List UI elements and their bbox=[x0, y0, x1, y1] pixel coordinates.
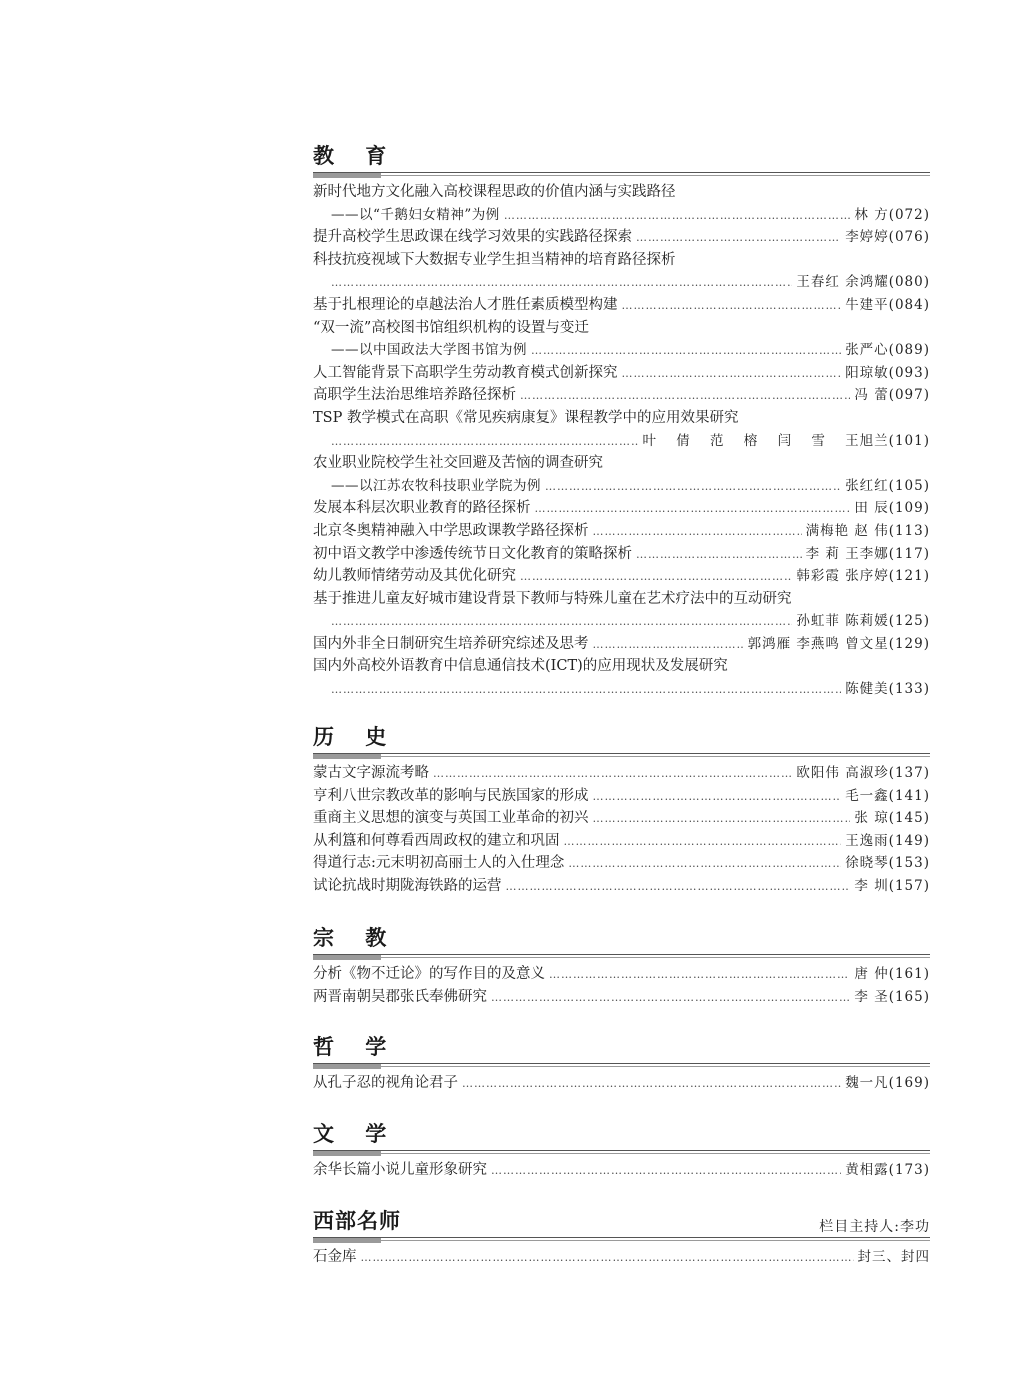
leader-dots bbox=[491, 1160, 841, 1183]
leader-dots bbox=[331, 679, 841, 702]
section-header bbox=[313, 1121, 930, 1153]
entry-title: 北京冬奥精神融入中学思政课教学路径探析 bbox=[313, 522, 589, 539]
leader-dots bbox=[331, 611, 792, 634]
leader-dots bbox=[593, 808, 851, 831]
toc-entry[interactable] bbox=[313, 430, 930, 453]
entry-title: 蒙古文字源流考略 bbox=[313, 765, 429, 781]
leader-dots bbox=[535, 498, 851, 521]
section-rule bbox=[313, 954, 930, 957]
leader-dots bbox=[491, 987, 850, 1010]
toc-entry[interactable] bbox=[313, 475, 930, 498]
entry-list bbox=[313, 963, 930, 1008]
leader-dots bbox=[622, 295, 842, 318]
entry-author-page: 李 圣(165) bbox=[854, 988, 930, 1005]
entry-author-page: 封三、封四 bbox=[857, 1249, 930, 1265]
entry-title: 从利簋和何尊看西周政权的建立和巩固 bbox=[313, 832, 560, 849]
section-religion bbox=[313, 925, 930, 1008]
leader-dots bbox=[622, 363, 842, 386]
leader-dots bbox=[504, 205, 851, 228]
entry-title: 发展本科层次职业教育的路径探析 bbox=[313, 500, 531, 517]
toc-entry[interactable]: 国内外高校外语教育中信息通信技术(ICT)的应用现状及发展研究 bbox=[313, 658, 728, 675]
toc-entry[interactable] bbox=[313, 610, 930, 633]
toc-entry[interactable] bbox=[313, 384, 930, 407]
entry-list bbox=[313, 762, 930, 898]
entry-title: 高职学生法治思维培养路径探析 bbox=[313, 387, 516, 404]
section-header bbox=[313, 1034, 930, 1066]
toc-entry[interactable] bbox=[313, 362, 930, 385]
leader-dots bbox=[520, 566, 792, 589]
section-rule bbox=[313, 1237, 930, 1240]
entry-title: 石金库 bbox=[313, 1249, 357, 1265]
leader-dots bbox=[564, 831, 842, 854]
leader-dots bbox=[506, 876, 851, 899]
section-title: 宗 教 bbox=[313, 925, 399, 950]
leader-dots bbox=[593, 634, 744, 657]
entry-author-page: 黄相露(173) bbox=[845, 1162, 930, 1178]
entry-list bbox=[313, 181, 930, 701]
toc-entry[interactable]: 科技抗疫视域下大数据专业学生担当精神的培育路径探析 bbox=[313, 251, 676, 268]
entry-author-page: 王春红 余鸿耀(080) bbox=[796, 274, 930, 291]
section-literature bbox=[313, 1121, 930, 1182]
entry-subtitle: ——以“千鹅妇女精神”为例 bbox=[331, 206, 500, 223]
toc-entry[interactable] bbox=[313, 633, 930, 656]
entry-title: 幼儿教师情绪劳动及其优化研究 bbox=[313, 568, 516, 585]
section-history bbox=[313, 724, 930, 898]
toc-entry[interactable] bbox=[313, 520, 930, 543]
toc-entry[interactable]: 新时代地方文化融入高校课程思政的价值内涵与实践路径 bbox=[313, 184, 676, 200]
toc-entry[interactable]: 农业职业院校学生社交回避及苦恼的调查研究 bbox=[313, 455, 603, 472]
section-rule bbox=[313, 753, 930, 756]
entry-title: 初中语文教学中渗透传统节日文化教育的策略探析 bbox=[313, 545, 632, 562]
toc-entry[interactable] bbox=[313, 852, 930, 875]
section-western-teachers bbox=[313, 1208, 930, 1269]
toc-entry[interactable] bbox=[313, 543, 930, 566]
toc-entry[interactable] bbox=[313, 1072, 930, 1095]
toc-entry[interactable] bbox=[313, 1246, 930, 1269]
section-title: 哲 学 bbox=[313, 1034, 399, 1059]
entry-title: 余华长篇小说儿童形象研究 bbox=[313, 1162, 487, 1178]
entry-title: 基于扎根理论的卓越法治人才胜任素质模型构建 bbox=[313, 296, 618, 313]
entry-title: 得道行志:元末明初高丽士人的入仕理念 bbox=[313, 855, 565, 872]
leader-dots bbox=[331, 431, 638, 454]
leader-dots bbox=[568, 853, 841, 876]
leader-dots bbox=[361, 1247, 854, 1270]
entry-list bbox=[313, 1072, 930, 1095]
entry-author-page: 唐 仲(161) bbox=[854, 966, 930, 982]
entry-author-page: 陈健美(133) bbox=[845, 681, 930, 698]
toc-entry[interactable] bbox=[313, 785, 930, 808]
entry-author-page: 郭鸿雁 李燕鸣 曾文星(129) bbox=[747, 635, 930, 652]
entry-author-page: 王逸雨(149) bbox=[845, 832, 930, 849]
section-title: 教 育 bbox=[313, 143, 399, 168]
section-title: 文 学 bbox=[313, 1121, 399, 1146]
entry-title: 重商主义思想的演变与英国工业革命的初兴 bbox=[313, 810, 589, 827]
toc-entry[interactable] bbox=[313, 497, 930, 520]
toc-entry[interactable] bbox=[313, 271, 930, 294]
entry-author-page: 叶 倩 范 榕 闫 雪 王旭兰(101) bbox=[642, 432, 930, 449]
entry-author-page: 欧阳伟 高淑珍(137) bbox=[796, 765, 930, 781]
entry-title: 国内外非全日制研究生培养研究综述及思考 bbox=[313, 635, 589, 652]
entry-author-page: 李婷婷(076) bbox=[845, 229, 930, 246]
entry-author-page: 李 莉 王李娜(117) bbox=[805, 545, 930, 562]
entry-author-page: 徐晓琴(153) bbox=[845, 855, 930, 872]
leader-dots bbox=[545, 476, 841, 499]
leader-dots bbox=[331, 272, 792, 295]
entry-author-page: 毛一鑫(141) bbox=[845, 787, 930, 804]
section-header bbox=[313, 724, 930, 756]
entry-author-page: 韩彩霞 张序婷(121) bbox=[796, 568, 930, 585]
toc-entry[interactable] bbox=[313, 762, 930, 785]
section-rule bbox=[313, 172, 930, 175]
leader-dots bbox=[462, 1073, 841, 1096]
section-philosophy bbox=[313, 1034, 930, 1095]
section-header bbox=[313, 925, 930, 957]
entry-author-page: 牛建平(084) bbox=[845, 296, 930, 313]
entry-author-page: 李 圳(157) bbox=[854, 877, 930, 894]
toc-entry[interactable] bbox=[313, 565, 930, 588]
toc-entry[interactable] bbox=[313, 678, 930, 701]
entry-author-page: 张 琼(145) bbox=[854, 810, 930, 827]
toc-entry[interactable] bbox=[313, 986, 930, 1009]
toc-entry[interactable] bbox=[313, 1159, 930, 1182]
toc-entry[interactable] bbox=[313, 204, 930, 227]
entry-list bbox=[313, 1159, 930, 1182]
entry-title: 亨利八世宗教改革的影响与民族国家的形成 bbox=[313, 787, 589, 804]
leader-dots bbox=[593, 786, 842, 809]
entry-subtitle: ——以中国政法大学图书馆为例 bbox=[331, 342, 527, 359]
entry-title: 两晋南朝吴郡张氏奉佛研究 bbox=[313, 988, 487, 1005]
entry-title: 试论抗战时期陇海铁路的运营 bbox=[313, 877, 502, 894]
toc-entry[interactable]: 基于推进儿童友好城市建设背景下教师与特殊儿童在艺术疗法中的互动研究 bbox=[313, 590, 792, 607]
leader-dots bbox=[520, 385, 850, 408]
section-header bbox=[313, 1208, 930, 1240]
section-rule bbox=[313, 1150, 930, 1153]
entry-author-page: 阳琼敏(093) bbox=[845, 364, 930, 381]
entry-title: 从孔子忍的视角论君子 bbox=[313, 1075, 458, 1091]
section-rule bbox=[313, 1063, 930, 1066]
entry-author-page: 孙虹菲 陈莉媛(125) bbox=[796, 613, 930, 630]
entry-title: 人工智能背景下高职学生劳动教育模式创新探究 bbox=[313, 364, 618, 381]
entry-title: 分析《物不迁论》的写作目的及意义 bbox=[313, 966, 545, 982]
entry-author-page: 满梅艳 赵 伟(113) bbox=[805, 522, 930, 539]
toc-entry[interactable] bbox=[313, 294, 930, 317]
entry-title: 提升高校学生思政课在线学习效果的实践路径探索 bbox=[313, 229, 632, 246]
leader-dots bbox=[593, 521, 802, 544]
leader-dots bbox=[433, 763, 792, 786]
section-header bbox=[313, 143, 930, 175]
entry-author-page: 田 辰(109) bbox=[854, 500, 930, 517]
toc-entry[interactable] bbox=[313, 226, 930, 249]
leader-dots bbox=[531, 340, 841, 363]
entry-author-page: 林 方(072) bbox=[854, 206, 930, 223]
toc-entry[interactable] bbox=[313, 807, 930, 830]
entry-subtitle: ——以江苏农牧科技职业学院为例 bbox=[331, 477, 541, 494]
toc-entry[interactable]: TSP 教学模式在高职《常见疾病康复》课程教学中的应用效果研究 bbox=[313, 409, 739, 426]
toc-entry[interactable] bbox=[313, 963, 930, 986]
section-title: 历 史 bbox=[313, 724, 399, 749]
entry-author-page: 张严心(089) bbox=[845, 342, 930, 359]
section-education bbox=[313, 143, 930, 701]
entry-list bbox=[313, 1246, 930, 1269]
entry-author-page: 张红红(105) bbox=[845, 477, 930, 494]
toc-entry[interactable] bbox=[313, 339, 930, 362]
leader-dots bbox=[636, 227, 841, 250]
toc-entry[interactable] bbox=[313, 830, 930, 853]
entry-author-page: 魏一凡(169) bbox=[845, 1075, 930, 1091]
toc-entry[interactable]: “双一流”高校图书馆组织机构的设置与变迁 bbox=[313, 319, 589, 336]
column-host: 栏目主持人:李功 bbox=[819, 1219, 930, 1235]
section-title: 西部名师 bbox=[313, 1208, 401, 1233]
toc-entry[interactable] bbox=[313, 875, 930, 898]
leader-dots bbox=[549, 964, 850, 987]
entry-author-page: 冯 蕾(097) bbox=[854, 387, 930, 404]
leader-dots bbox=[636, 544, 802, 567]
